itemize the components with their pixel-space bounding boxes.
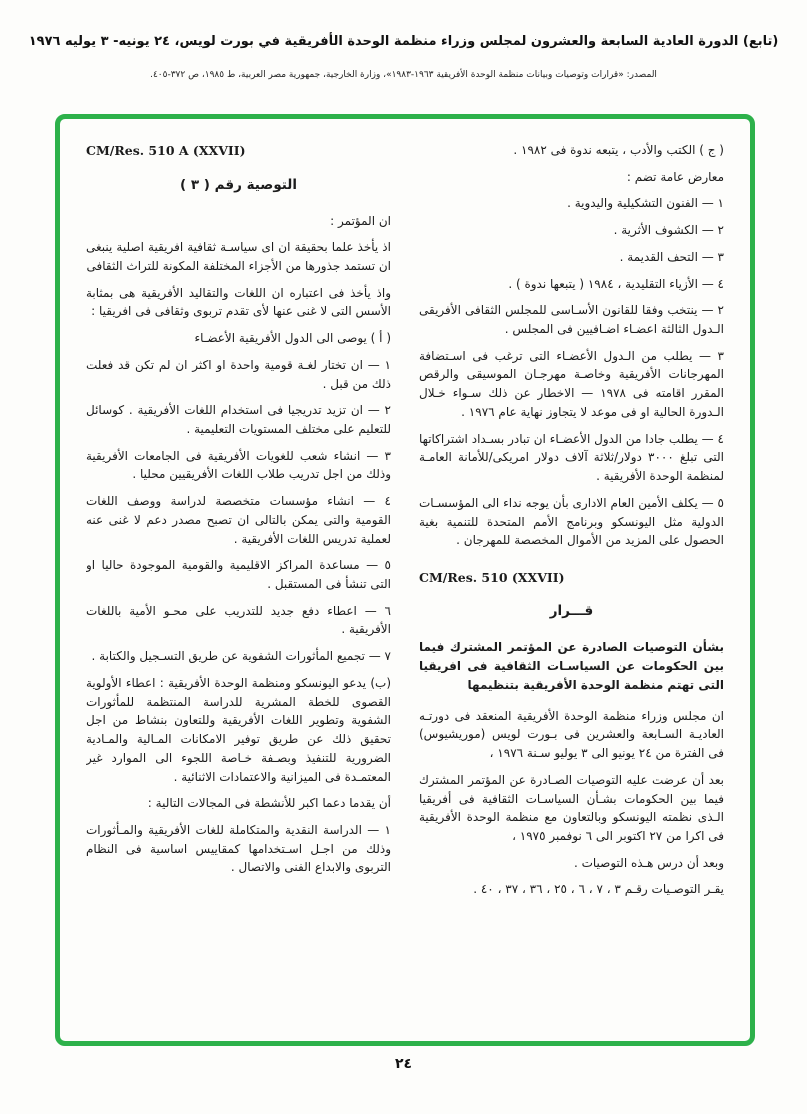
paragraph: ٥ — مساعدة المراكز الاقليمية والقومية الموجودة حاليا او التى تنشأ فى المستقبل .	[86, 558, 391, 592]
paragraph: ٢ — ينتخب وفقا للقانون الأسـاسى للمجلس الثقافى الأفريقى الـدول الثالثة اعضـاء اضـافيين فى المجلس .	[419, 303, 724, 337]
paragraph: ٥ — يكلف الأمين العام الادارى بأن يوجه نداء الى المؤسسـات الدولية مثل اليونسكو وبرنامج الأمم المتحدة للتنمية بغية الحصول على المزيد من الأموال المخصصة للمهرجان .	[419, 495, 724, 548]
paragraph: اذ يأخذ علما بحقيقة ان اى سياسـة ثقافية افريقية اصلية ينبغى ان تستمد جذورها من الأجزاء المختلفة المكونة للتراث الثقافى	[86, 240, 391, 273]
left-column	[86, 141, 391, 1025]
paragraph: ٢ — الكشوف الأثرية .	[613, 223, 724, 238]
paragraph: ٣ — التحف القديمة .	[619, 249, 724, 264]
resolution-paragraphs	[419, 707, 724, 899]
paragraph: أن يقدما دعما اكبر للأنشطة فى المجالات التالية :	[147, 796, 391, 811]
paragraph: ٣ — يطلب من الـدول الأعضـاء التى ترغب فى اسـتضافة المهرجانات الأفريقية وخاصـة مهرجـان الموسيقى والرقص المقرر اقامته فى ١٩٧٨ — الاخطار عن ذلك سـواء خـلال الـدورة الحالية او فى موعد لا يتجاوز نهاية عام ١٩٧٦ .	[419, 348, 724, 419]
paragraph: ٤ — انشاء مؤسسات متخصصة لدراسة ووصف اللغات القومية والتى يمكن بالتالى ان تصبح مصدر دعم لا غنى عنه لعملية تدريس اللغات الأفريقية .	[86, 494, 391, 546]
paragraph: واذ يأخذ فى اعتباره ان اللغات والتقاليد الأفريقية هى بمثابة الأسس التى لا غنى عنها لأى تقدم تربوى وثقافى فى افريقيا :	[86, 285, 391, 319]
paragraph: ( أ ) يوصى الى الدول الأفريقية الأعضـاء	[194, 331, 391, 346]
paragraph: ٣ — انشاء شعب للغويات الأفريقية فى الجامعات الأفريقية وذلك من اجل تدريب طلاب اللغات الأفريقيين محليا .	[86, 448, 391, 482]
paragraph: ١ — ان تختار لغـة قومية واحدة او اكثر ان لم تكن قد فعلت ذلك من قبل .	[86, 357, 391, 391]
paragraph: ان مجلس وزراء منظمة الوحدة الأفريقية المنعقد فى دورتـه العاديـة السـابعة والعشرين فى بـورت لويس (موريشيوس) فى الفترة من ٢٤ يونيو الى ٣ يوليو سـنة ١٩٧٦ ،	[419, 708, 724, 761]
paragraph: وبعد أن درس هـذه التوصيات .	[573, 855, 724, 870]
paragraph: ١ — الفنون التشكيلية واليدوية .	[567, 196, 724, 211]
two-column-layout	[86, 141, 724, 1025]
source-citation: المصدر: «قرارات وتوصيات وبيانات منظمة الوحدة الأفريقية ١٩٦٣-١٩٨٣»، وزارة الخارجية، جمهورية مصر العربية، ط ١٩٨٥، ص ٣٧٢-٤٠٥.	[150, 70, 657, 80]
paragraph: ٤ — الأزياء التقليدية ، ١٩٨٤ ( يتبعها ندوة ) .	[508, 276, 724, 291]
paragraph: ( ج ) الكتب والأدب ، يتبعه ندوة فى ١٩٨٢ .	[513, 143, 724, 157]
paragraph: يقـر التوصـيات رقـم ٣ ، ٧ ، ٦ ، ٢٥ ، ٣٦ ، ٣٧ ، ٤٠ .	[473, 882, 724, 897]
resolution-title: قـــرار	[549, 603, 594, 620]
page-number: ٢٤	[394, 1056, 413, 1072]
right-column-items	[419, 141, 724, 550]
recommendation-ref: CM/Res. 510 A (XXVII)	[86, 143, 246, 158]
recommendation-title: التوصية رقم ( ٣ )	[179, 176, 297, 193]
paragraph: ٢ — ان تزيد تدريجيا فى استخدام اللغات الأفريقية . كوسائل للتعليم على مختلف المستويات التعليمية .	[86, 403, 391, 437]
paragraph: بعد أن عرضت عليه التوصيات الصـادرة عن المؤتمر المشترك فيما بين الحكومات بشـأن السياسـات الثقافية فى أفريقيا الـذى نظمته اليونسكو وبالتعاون مع منظمة الوحدة الأفريقية فى اكرا من ٢٧ اكتوبر الى ٦ نوفمبر ١٩٧٥ ،	[419, 772, 724, 843]
paragraph: معارض عامة تضم :	[626, 169, 724, 184]
recommendation-paragraphs	[86, 212, 391, 878]
paragraph: ٦ — اعطاء دفع جديد للتدريب على محـو الأمية باللغات الأفريقية .	[86, 603, 391, 637]
paragraph: ٧ — تجميع المأثورات الشفوية عن طريق التسـجيل والكتابة .	[91, 649, 391, 664]
document-header: (تابع) الدورة العادية السابعة والعشرون لمجلس وزراء منظمة الوحدة الأفريقية في بورت لويس، ٢٤ يونيه- ٣ يوليه ١٩٧٦	[28, 34, 779, 49]
paragraph: ان المؤتمر :	[330, 213, 391, 228]
paragraph: ١ — الدراسة النقدية والمتكاملة للغات الأفريقية والمـأثورات وذلك من اجـل اسـتخدامها كمقاييس اساسية فى النظام التربوى والابداع الفنى والاتصال .	[86, 822, 391, 875]
right-column	[419, 141, 724, 1025]
resolution-ref: CM/Res. 510 (XXVII)	[419, 569, 565, 585]
paragraph: ٤ — يطلب جادا من الدول الأعضـاء ان تبادر بسـداد اشتراكاتها التى تبلغ ٣٠٠٠ دولار/ثلاثة آلاف دولار امريكى/للأمانة العامـة لمنظمة الوحدة الأفريقية .	[419, 431, 724, 484]
resolution-subtitle: بشأن التوصيات الصادرة عن المؤتمر المشترك فيما بين الحكومات عن السياسـات الثقافية فى افريقيا التى تهتم منظمة الوحدة الأفريقية بتنظيمها	[419, 640, 724, 692]
paragraph: (ب) يدعو اليونسكو ومنظمة الوحدة الأفريقية : اعطاء الأولوية القصوى للخطة المشرية للدراسة المنتظمة للمأثورات الشفوية وتطوير اللغات الأفريقية وللتعاون بنشاط من اجل تحقيق ذلك عن طريق توفير الامكانات المـالية والمـادية الضرورية للتنفيذ وبصـفة خـاصة اللجوء الى الموارد غير المعتمـدة فى الميزانية والاعتمادات الاثنائية .	[86, 675, 391, 784]
green-frame	[55, 114, 755, 1046]
